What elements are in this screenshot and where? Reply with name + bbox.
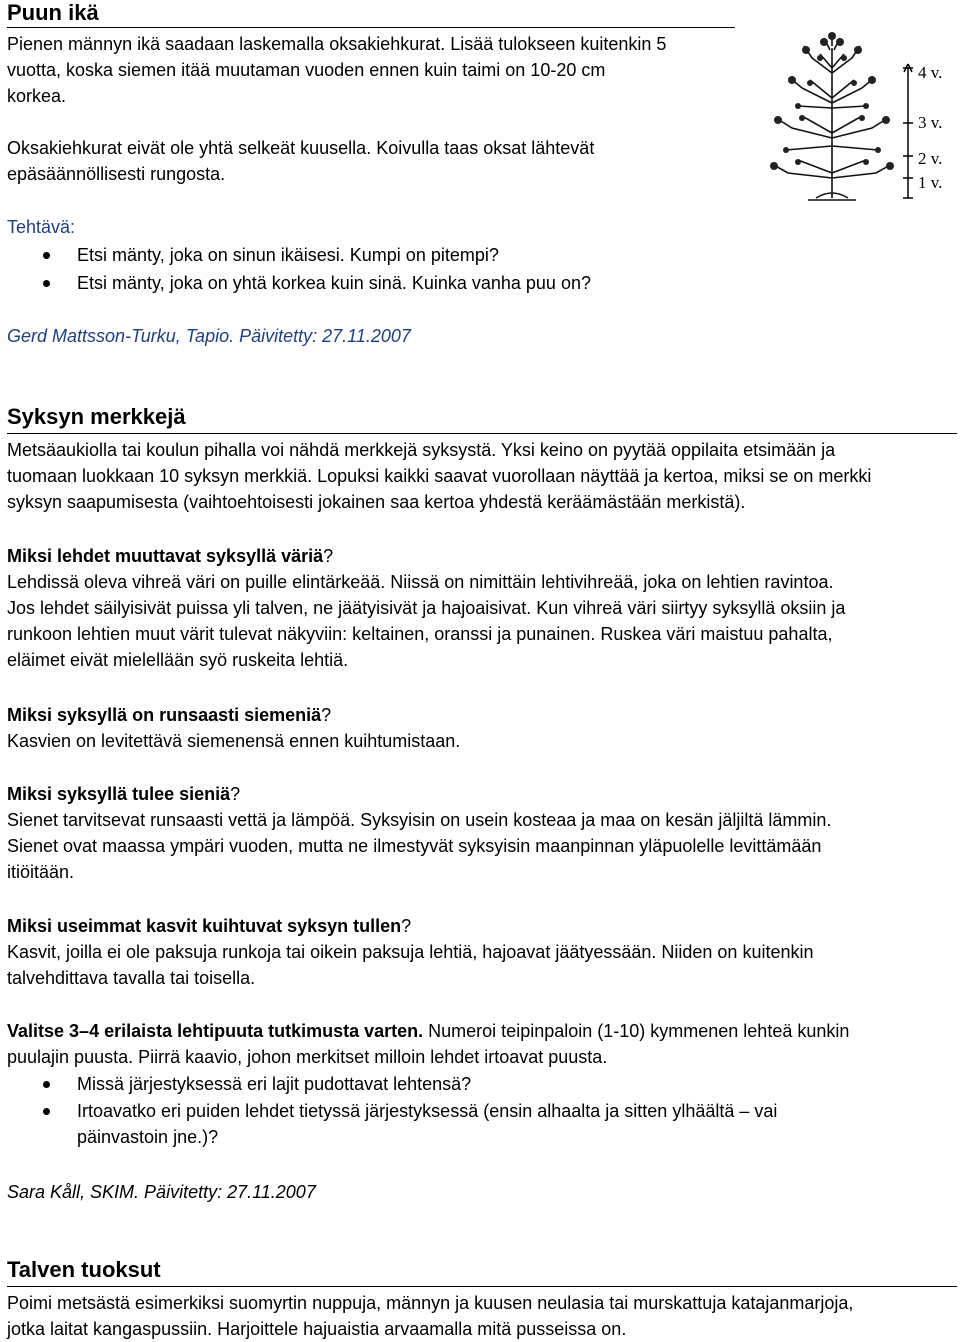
bullet-item: Irtoavatko eri puiden lehdet tietyssä järjestyksessä (ensin alhaalta ja sitten ylhäältä – vai bbox=[77, 1101, 778, 1121]
para-line: syksyn saapumisesta (vaihtoehtoisesti jokainen saa kertoa yhdestä keräämästään merkistä). bbox=[7, 492, 746, 512]
para-line: Kasvit, joilla ei ole paksuja runkoja tai oikein paksuja lehtiä, hajoavat jäätyessään. Niiden on kuitenkin bbox=[7, 942, 814, 962]
question-text: Miksi lehdet muuttavat syksyllä väriä bbox=[7, 546, 324, 566]
task-rest: Numeroi teipinpaloin (1‐10) kymmenen lehteä kunkin bbox=[423, 1021, 850, 1041]
para-line: Sienet tarvitsevat runsaasti vettä ja lämpöä. Syksyisin on usein kosteaa ja maa on kesän jäljiltä lämmin. bbox=[7, 810, 832, 830]
para-line: Pienen männyn ikä saadaan laskemalla oksakiehkurat. Lisää tulokseen kuitenkin 5 bbox=[7, 34, 667, 54]
pine-age-figure bbox=[732, 28, 956, 208]
para-line: runkoon lehtien muut värit tulevat näkyviin: keltainen, oranssi ja punainen. Ruskea väri maistuu pahalta, bbox=[7, 624, 833, 644]
age-label: 2 v. bbox=[918, 149, 943, 168]
credit-line: Sara Kåll, SKIM. Päivitetty: 27.11.2007 bbox=[7, 1182, 316, 1202]
age-scale bbox=[903, 64, 913, 198]
question-mark: ? bbox=[401, 916, 412, 936]
para-line: Metsäaukiolla tai koulun pihalla voi nähdä merkkejä syksystä. Yksi keino on pyytää oppilaita etsimään ja bbox=[7, 440, 836, 460]
credit-line: Gerd Mattsson-Turku, Tapio. Päivitetty: 27.11.2007 bbox=[7, 326, 411, 346]
bullet-item: Etsi mänty, joka on yhtä korkea kuin sinä. Kuinka vanha puu on? bbox=[77, 273, 591, 293]
question-text: Miksi syksyllä tulee sieniä bbox=[7, 784, 231, 804]
para-line: jotka laitat kangaspussiin. Harjoittele hajuaistia arvaamalla mitä pusseissa on. bbox=[7, 1319, 627, 1339]
bullet-dot bbox=[43, 1081, 50, 1088]
question-heading bbox=[7, 913, 411, 939]
question-heading bbox=[7, 543, 333, 569]
para-line: korkea. bbox=[7, 86, 67, 106]
task-paragraph bbox=[7, 1018, 849, 1044]
bullet-item: Missä järjestyksessä eri lajit pudottavat lehtensä? bbox=[77, 1074, 472, 1094]
para-line: Jos lehdet säilyisivät puissa yli talven, ne jäätyisivät ja hajoaisivat. Kun vihreä väri siirtyy syksyllä oksiin ja bbox=[7, 598, 846, 618]
para-line: puulajin puusta. Piirrä kaavio, johon merkitset milloin lehdet irtoavat puusta. bbox=[7, 1047, 608, 1067]
section-title-syksyn-merkkeja: Syksyn merkkejä bbox=[7, 404, 186, 429]
bullet-dot bbox=[43, 252, 50, 259]
task-bold: Valitse 3–4 erilaista lehtipuuta tutkimusta varten. bbox=[7, 1021, 424, 1041]
para-line: Sienet ovat maassa ympäri vuoden, mutta ne ilmestyvät syksyisin maanpinnan yläpuolelle levittämään bbox=[7, 836, 822, 856]
para-line: vuotta, koska siemen itää muutaman vuoden ennen kuin taimi on 10-20 cm bbox=[7, 60, 606, 80]
title-underline bbox=[7, 433, 957, 434]
question-mark: ? bbox=[321, 705, 332, 725]
section-title-puun-ika: Puun ikä bbox=[7, 0, 99, 25]
title-underline bbox=[7, 1286, 957, 1287]
para-line: epäsäännöllisesti rungosta. bbox=[7, 164, 226, 184]
question-mark: ? bbox=[323, 546, 334, 566]
para-line: Kasvien on levitettävä siemenensä ennen kuihtumistaan. bbox=[7, 731, 461, 751]
title-underline bbox=[7, 27, 735, 28]
para-line: eläimet eivät mielellään syö ruskeita lehtiä. bbox=[7, 650, 349, 670]
para-line: Poimi metsästä esimerkiksi suomyrtin nuppuja, männyn ja kuusen neulasia tai murskattuja katajanmarjoja, bbox=[7, 1293, 854, 1313]
para-line: tuomaan luokkaan 10 syksyn merkkiä. Lopuksi kaikki saavat vuorollaan näyttää ja kertoa, miksi se on merkki bbox=[7, 466, 872, 486]
question-mark: ? bbox=[230, 784, 241, 804]
question-heading bbox=[7, 781, 240, 807]
para-line: talvehdittava tavalla tai toisella. bbox=[7, 968, 256, 988]
task-label: Tehtävä: bbox=[7, 217, 76, 237]
para-line: itiöitään. bbox=[7, 862, 75, 882]
section-title-talven-tuoksut: Talven tuoksut bbox=[7, 1257, 161, 1282]
para-line: Lehdissä oleva vihreä väri on puille elintärkeää. Niissä on nimittäin lehtivihreää, joka on lehtien ravintoa. bbox=[7, 572, 834, 592]
question-text: Miksi syksyllä on runsaasti siemeniä bbox=[7, 705, 322, 725]
para-line: Oksakiehkurat eivät ole yhtä selkeät kuusella. Koivulla taas oksat lähtevät bbox=[7, 138, 595, 158]
bullet-dot bbox=[43, 280, 50, 287]
bullet-item-continued: päinvastoin jne.)? bbox=[77, 1127, 219, 1147]
age-label: 4 v. bbox=[918, 63, 943, 82]
age-label: 3 v. bbox=[918, 113, 943, 132]
question-heading bbox=[7, 702, 331, 728]
age-label: 1 v. bbox=[918, 173, 943, 192]
question-text: Miksi useimmat kasvit kuihtuvat syksyn tullen bbox=[7, 916, 402, 936]
bullet-item: Etsi mänty, joka on sinun ikäisesi. Kumpi on pitempi? bbox=[77, 245, 499, 265]
bullet-dot bbox=[43, 1108, 50, 1115]
pine-tree-drawing bbox=[772, 34, 892, 200]
